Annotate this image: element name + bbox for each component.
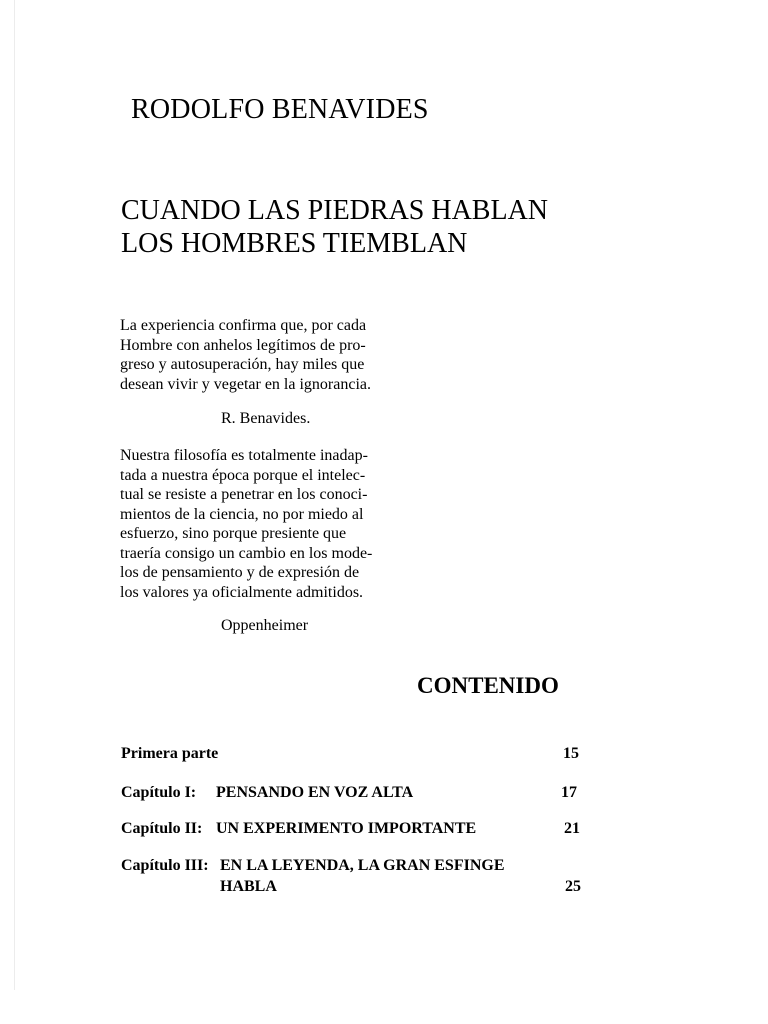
toc-entry-page: 15 [563, 745, 579, 762]
epigraph-oppenheimer [120, 446, 372, 602]
title-line: LOS HOMBRES TIEMBLAN [121, 228, 468, 259]
epigraph-line: desean vivir y vegetar en la ignorancia. [120, 375, 371, 393]
epigraph-line: los de pensamiento y de expresión de [120, 564, 360, 581]
epigraph-line: Hombre con anhelos legítimos de pro- [120, 336, 366, 354]
toc-entry-page: 21 [564, 820, 580, 837]
epigraph-benavides [120, 316, 371, 394]
epigraph-line: La experiencia confirma que, por cada [120, 317, 367, 334]
epigraph-line: greso y autosuperación, hay miles que [120, 356, 365, 373]
epigraph-attribution: R. Benavides. [221, 410, 311, 427]
epigraph-line: esfuerzo, sino porque presiente que [120, 525, 347, 542]
toc-entry-label: Capítulo II: [121, 820, 203, 837]
epigraph-line: los valores ya oficialmente admitidos. [120, 583, 364, 601]
epigraph-line: tual se resiste a penetrar en los conoci- [120, 486, 368, 503]
page-edge [14, 0, 15, 990]
book-title [121, 194, 548, 260]
toc-entry-title: UN EXPERIMENTO IMPORTANTE [216, 820, 477, 837]
toc-entry-page: 25 [565, 878, 581, 895]
toc-entry-title: EN LA LEYENDA, LA GRAN ESFINGE [220, 857, 505, 874]
epigraph-line: mientos de la ciencia, no por miedo al [120, 505, 364, 523]
toc-entry-title-continued: HABLA [220, 878, 277, 895]
epigraph-attribution: Oppenheimer [221, 617, 309, 634]
toc-entry-label: Capítulo I: [121, 784, 197, 801]
epigraph-line: traería consigo un cambio en los mode- [120, 544, 373, 562]
author-name: RODOLFO BENAVIDES [131, 94, 429, 125]
toc-entry-label: Primera parte [121, 745, 219, 762]
toc-entry-page: 17 [561, 784, 577, 801]
toc-entry-label: Capítulo III: [121, 857, 209, 874]
title-line: CUANDO LAS PIEDRAS HABLAN [121, 195, 549, 226]
contents-heading: CONTENIDO [417, 673, 559, 698]
toc-entry-title: PENSANDO EN VOZ ALTA [216, 784, 414, 801]
epigraph-line: Nuestra filosofía es totalmente inadap- [120, 447, 368, 464]
epigraph-line: tada a nuestra época porque el intelec- [120, 466, 366, 484]
